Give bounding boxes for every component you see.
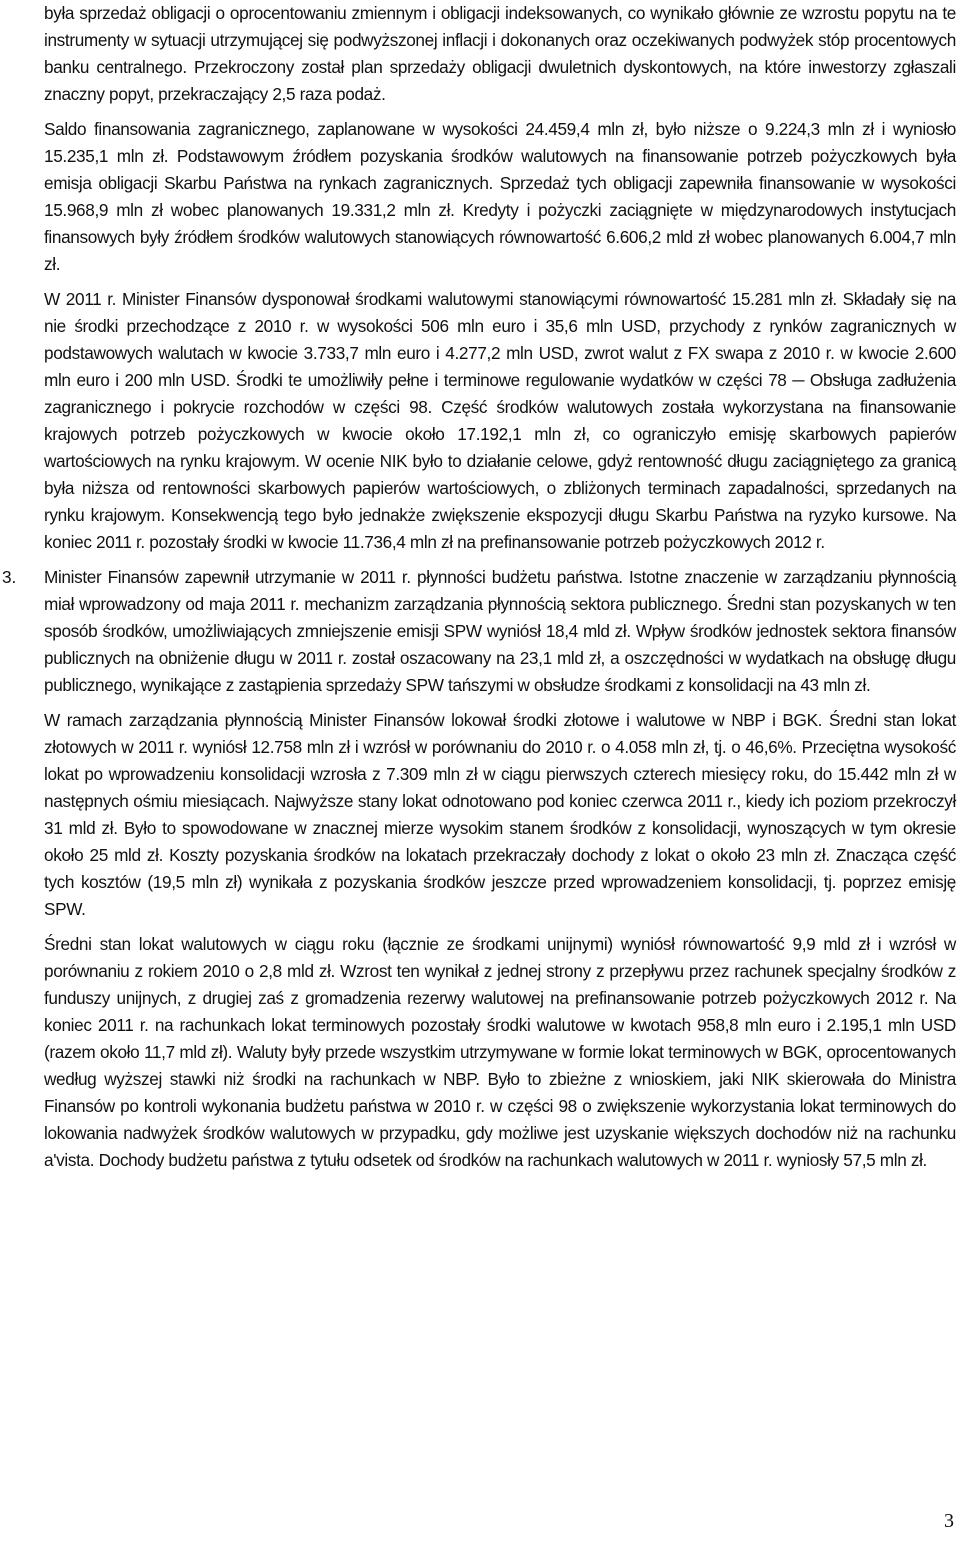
page-number: 3 <box>944 1510 954 1532</box>
paragraph-currency-deposits: Średni stan lokat walutowych w ciągu roku (łącznie ze środkami unijnymi) wyniósł równowartość 9,9 mld zł i wzrósł w porównaniu z rokiem 2010 o 2,8 mld zł. Wzrost ten wynikał z jednej strony z przepływu przez rachunek specjalny środków z funduszy unijnych, z drugiej zaś z gromadzenia rezerwy walutowej na prefinansowanie potrzeb pożyczkowych 2012 r. Na koniec 2011 r. na rachunkach lokat terminowych pozostały środki walutowe w kwotach 958,8 mln euro i 2.195,1 mln USD (razem około 11,7 mld zł). Waluty były przede wszystkim utrzymywane w formie lokat terminowych w BGK, oprocentowanych według wyższej stawki niż środki na rachunkach w NBP. Było to zbieżne z wnioskiem, jaki NIK skierowała do Ministra Finansów po kontroli wykonania budżetu państwa w 2010 r. w części 98 o zwiększenie wykorzystania lokat terminowych do lokowania nadwyżek środków walutowych w przypadku, gdy możliwe jest uzyskanie większych dochodów niż na rachunku a'vista. Dochody budżetu państwa z tytułu odsetek od środków na rachunkach walutowych w 2011 r. wyniosły 57,5 mln zł. <box>44 934 956 1170</box>
document-body <box>2 0 956 1174</box>
list-item-number: 3. <box>2 567 17 587</box>
paragraph-foreign-currency-funds: W 2011 r. Minister Finansów dysponował środkami walutowymi stanowiącymi równowartość 15.281 mln zł. Składały się na nie środki przechodzące z 2010 r. w wysokości 506 mln euro i 35,6 mln USD, przychody z rynków zagranicznych w podstawowych walutach w kwocie 3.733,7 mln euro i 4.277,2 mln USD, zwrot walut z FX swapa z 2010 r. w kwocie 2.600 mln euro i 200 mln USD. Środki te umożliwiły pełne i terminowe regulowanie wydatków w części 78 ─ Obsługa zadłużenia zagranicznego i pokrycie rozchodów w części 98. Część środków walutowych została wykorzystana na finansowanie krajowych potrzeb pożyczkowych w kwocie około 17.192,1 mln zł, co ograniczyło emisję skarbowych papierów wartościowych na rynku krajowym. W ocenie NIK było to działanie celowe, gdyż rentowność długu zaciągniętego za granicą była niższa od rentowności skarbowych papierów wartościowych, o zbliżonych terminach zapadalności, sprzedanych na rynku krajowym. Konsekwencją tego było jednakże zwiększenie ekspozycji długu Skarbu Państwa na ryzyko kursowe. Na koniec 2011 r. pozostały środki w kwocie 11.736,4 mln zł na prefinansowanie potrzeb pożyczkowych 2012 r. <box>44 289 956 552</box>
paragraph-budget-liquidity: Minister Finansów zapewnił utrzymanie w 2011 r. płynności budżetu państwa. Istotne znaczenie w zarządzaniu płynnością miał wprowadzony od maja 2011 r. mechanizm zarządzania płynnością sektora publicznego. Średni stan pozyskanych w ten sposób środków, umożliwiających zmniejszenie emisji SPW wyniósł 18,4 mld zł. Wpływ środków jednostek sektora finansów publicznych na obniżenie długu w 2011 r. został oszacowany na 23,1 mld zł, a oszczędności w wydatkach na obsługę długu publicznego, wynikające z zastąpienia sprzedaży SPW tańszymi w obsłudze środkami z konsolidacji na 43 mln zł. <box>44 567 956 695</box>
list-item-3 <box>2 564 956 1174</box>
paragraph-foreign-financing: Saldo finansowania zagranicznego, zaplanowane w wysokości 24.459,4 mln zł, było niższe o 9.224,3 mln zł i wyniosło 15.235,1 mln zł. Podstawowym źródłem pozyskania środków walutowych na finansowanie potrzeb pożyczkowych była emisja obligacji Skarbu Państwa na rynkach zagranicznych. Sprzedaż tych obligacji zapewniła finansowanie w wysokości 15.968,9 mln zł wobec planowanych 19.331,2 mln zł. Kredyty i pożyczki zaciągnięte w międzynarodowych instytucjach finansowych były źródłem środków walutowych stanowiących równowartość 6.606,2 mld zł wobec planowanych 6.004,7 mln zł. <box>44 119 956 274</box>
paragraph-bond-sales: była sprzedaż obligacji o oprocentowaniu zmiennym i obligacji indeksowanych, co wynikało głównie ze wzrostu popytu na te instrumenty w sytuacji utrzymującej się podwyższonej inflacji i dokonanych oraz oczekiwanych podwyżek stóp procentowych banku centralnego. Przekroczony został plan sprzedaży obligacji dwuletnich dyskontowych, na które inwestorzy zgłaszali znaczny popyt, przekraczający 2,5 raza podaż. <box>44 3 956 104</box>
paragraph-liquidity-deposits: W ramach zarządzania płynnością Minister Finansów lokował środki złotowe i walutowe w NBP i BGK. Średni stan lokat złotowych w 2011 r. wyniósł 12.758 mln zł i wzrósł w porównaniu do 2010 r. o 4.058 mln zł, tj. o 46,6%. Przeciętna wysokość lokat po wprowadzeniu konsolidacji wzrosła z 7.309 mln zł w ciągu pierwszych czterech miesięcy roku, do 15.442 mln zł w następnych ośmiu miesiącach. Najwyższe stany lokat odnotowano pod koniec czerwca 2011 r., kiedy ich poziom przekroczył 31 mld zł. Było to spowodowane w znacznej mierze wysokim stanem środków z konsolidacji, wynoszących w tym okresie około 25 mld zł. Koszty pozyskania środków na lokatach przekraczały dochody z lokat o około 23 mln zł. Znacząca część tych kosztów (19,5 mln zł) wynikała z pozyskania środków jeszcze przed wprowadzeniem konsolidacji, tj. poprzez emisję SPW. <box>44 710 956 919</box>
